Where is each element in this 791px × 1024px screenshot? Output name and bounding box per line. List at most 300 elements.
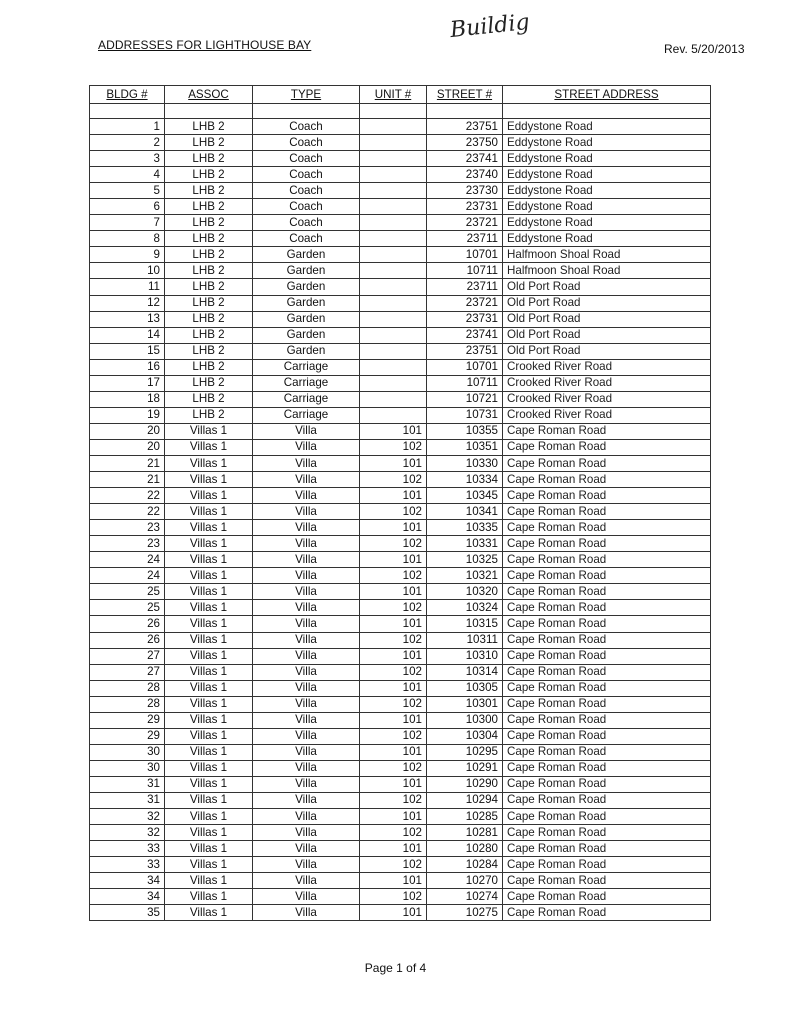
cell-bldg: 12 [90,295,165,311]
table-row [90,215,711,231]
cell-bldg: 29 [90,712,165,728]
cell-assoc: Villas 1 [165,568,253,584]
cell-street-number: 10324 [427,600,503,616]
table-row [90,696,711,712]
cell-assoc: Villas 1 [165,600,253,616]
cell-street-number: 10284 [427,857,503,873]
cell-assoc: Villas 1 [165,455,253,471]
cell-street-name: Cape Roman Road [503,616,711,632]
cell-bldg: 28 [90,680,165,696]
cell-assoc: LHB 2 [165,391,253,407]
cell-unit [360,391,427,407]
cell-type: Villa [253,439,360,455]
cell-bldg: 21 [90,455,165,471]
table-row [90,744,711,760]
cell-assoc: LHB 2 [165,135,253,151]
cell-type: Villa [253,536,360,552]
cell-street-name: Cape Roman Road [503,552,711,568]
cell-type: Villa [253,792,360,808]
cell-unit: 101 [360,584,427,600]
cell-assoc: Villas 1 [165,664,253,680]
cell-unit [360,151,427,167]
table-row [90,327,711,343]
cell-unit: 102 [360,889,427,905]
cell-street-name: Cape Roman Road [503,792,711,808]
cell-assoc: Villas 1 [165,696,253,712]
cell-unit [360,231,427,247]
cell-bldg: 5 [90,183,165,199]
address-table [89,85,711,921]
cell-street-number: 23751 [427,119,503,135]
cell-type: Coach [253,215,360,231]
cell-bldg: 25 [90,600,165,616]
cell-unit: 101 [360,680,427,696]
cell-bldg: 14 [90,327,165,343]
cell-street-name: Old Port Road [503,311,711,327]
cell-type: Villa [253,744,360,760]
cell-unit [360,407,427,423]
cell-unit: 102 [360,728,427,744]
cell-street-name: Cape Roman Road [503,664,711,680]
cell-street-number: 10304 [427,728,503,744]
cell-street-name: Cape Roman Road [503,905,711,921]
cell-type: Villa [253,760,360,776]
cell-assoc: Villas 1 [165,552,253,568]
cell-bldg: 20 [90,439,165,455]
cell-type: Coach [253,119,360,135]
cell-unit [360,279,427,295]
cell-assoc: LHB 2 [165,183,253,199]
cell-street-name: Cape Roman Road [503,696,711,712]
cell-bldg: 34 [90,889,165,905]
cell-assoc: Villas 1 [165,423,253,439]
cell-type: Villa [253,488,360,504]
cell-type: Garden [253,295,360,311]
cell-assoc: LHB 2 [165,199,253,215]
cell-unit [360,327,427,343]
cell-type: Garden [253,343,360,359]
cell-type: Villa [253,584,360,600]
cell-street-number: 10341 [427,504,503,520]
table-row [90,712,711,728]
table-row [90,616,711,632]
cell-type: Garden [253,247,360,263]
cell-type: Villa [253,520,360,536]
cell-unit: 101 [360,712,427,728]
cell-assoc: Villas 1 [165,792,253,808]
cell-unit: 101 [360,873,427,889]
table-row [90,199,711,215]
cell-street-name: Cape Roman Road [503,600,711,616]
cell-unit: 102 [360,632,427,648]
cell-street-number: 10355 [427,423,503,439]
cell-type: Villa [253,857,360,873]
cell-bldg: 10 [90,263,165,279]
blank-cell [360,104,427,119]
cell-street-name: Cape Roman Road [503,809,711,825]
cell-street-name: Cape Roman Road [503,841,711,857]
cell-type: Garden [253,263,360,279]
table-row [90,728,711,744]
cell-bldg: 31 [90,776,165,792]
table-row [90,584,711,600]
cell-street-number: 10711 [427,263,503,279]
cell-street-name: Cape Roman Road [503,680,711,696]
cell-street-name: Cape Roman Road [503,584,711,600]
cell-bldg: 32 [90,809,165,825]
cell-street-name: Cape Roman Road [503,439,711,455]
table-row [90,536,711,552]
table-row [90,135,711,151]
cell-street-number: 10300 [427,712,503,728]
cell-bldg: 8 [90,231,165,247]
cell-assoc: LHB 2 [165,263,253,279]
cell-bldg: 15 [90,343,165,359]
cell-street-number: 23730 [427,183,503,199]
cell-street-number: 23741 [427,327,503,343]
cell-assoc: LHB 2 [165,231,253,247]
cell-assoc: LHB 2 [165,407,253,423]
cell-bldg: 3 [90,151,165,167]
cell-type: Villa [253,423,360,439]
cell-street-number: 10285 [427,809,503,825]
cell-street-name: Cape Roman Road [503,728,711,744]
cell-assoc: Villas 1 [165,584,253,600]
cell-street-name: Cape Roman Road [503,632,711,648]
cell-assoc: Villas 1 [165,472,253,488]
cell-bldg: 26 [90,632,165,648]
table-row [90,119,711,135]
cell-bldg: 22 [90,488,165,504]
cell-unit: 102 [360,600,427,616]
cell-type: Carriage [253,359,360,375]
table-row [90,889,711,905]
cell-bldg: 34 [90,873,165,889]
cell-type: Villa [253,616,360,632]
cell-street-number: 10325 [427,552,503,568]
column-header-street-number: STREET # [427,86,503,104]
cell-bldg: 13 [90,311,165,327]
cell-bldg: 17 [90,375,165,391]
cell-bldg: 27 [90,648,165,664]
cell-street-name: Cape Roman Road [503,744,711,760]
cell-unit: 102 [360,696,427,712]
cell-unit: 102 [360,568,427,584]
table-row [90,391,711,407]
table-row [90,279,711,295]
cell-bldg: 23 [90,536,165,552]
cell-street-name: Old Port Road [503,327,711,343]
cell-street-number: 10335 [427,520,503,536]
cell-street-name: Cape Roman Road [503,648,711,664]
cell-assoc: Villas 1 [165,760,253,776]
cell-street-name: Halfmoon Shoal Road [503,247,711,263]
cell-unit: 102 [360,536,427,552]
cell-street-name: Old Port Road [503,343,711,359]
cell-street-number: 10274 [427,889,503,905]
cell-street-name: Halfmoon Shoal Road [503,263,711,279]
cell-assoc: Villas 1 [165,889,253,905]
cell-assoc: Villas 1 [165,905,253,921]
column-header-bldg: BLDG # [90,86,165,104]
cell-bldg: 1 [90,119,165,135]
cell-street-number: 10275 [427,905,503,921]
cell-assoc: Villas 1 [165,616,253,632]
cell-street-name: Cape Roman Road [503,873,711,889]
table-row [90,504,711,520]
cell-bldg: 30 [90,760,165,776]
cell-type: Carriage [253,375,360,391]
cell-street-number: 23740 [427,167,503,183]
cell-street-name: Cape Roman Road [503,455,711,471]
cell-bldg: 20 [90,423,165,439]
cell-assoc: Villas 1 [165,825,253,841]
column-header-street-address: STREET ADDRESS [503,86,711,104]
cell-assoc: Villas 1 [165,857,253,873]
blank-cell [503,104,711,119]
cell-type: Coach [253,231,360,247]
cell-type: Villa [253,568,360,584]
cell-type: Villa [253,776,360,792]
cell-type: Villa [253,455,360,471]
cell-street-number: 10330 [427,455,503,471]
cell-type: Villa [253,504,360,520]
cell-bldg: 31 [90,792,165,808]
blank-cell [90,104,165,119]
table-row [90,263,711,279]
cell-street-name: Cape Roman Road [503,472,711,488]
cell-street-number: 10280 [427,841,503,857]
cell-street-number: 10290 [427,776,503,792]
cell-assoc: LHB 2 [165,327,253,343]
cell-assoc: LHB 2 [165,167,253,183]
table-row [90,423,711,439]
table-row [90,841,711,857]
cell-assoc: LHB 2 [165,311,253,327]
cell-bldg: 9 [90,247,165,263]
cell-street-name: Cape Roman Road [503,776,711,792]
cell-street-name: Eddystone Road [503,135,711,151]
table-row [90,680,711,696]
cell-unit: 102 [360,504,427,520]
cell-assoc: Villas 1 [165,648,253,664]
cell-type: Villa [253,905,360,921]
cell-street-number: 10314 [427,664,503,680]
cell-bldg: 23 [90,520,165,536]
cell-street-name: Crooked River Road [503,407,711,423]
cell-bldg: 33 [90,841,165,857]
cell-bldg: 16 [90,359,165,375]
cell-unit: 102 [360,760,427,776]
column-header-unit: UNIT # [360,86,427,104]
cell-bldg: 4 [90,167,165,183]
revision-date: Rev. 5/20/2013 [664,42,745,56]
table-row [90,857,711,873]
column-header-assoc: ASSOC [165,86,253,104]
cell-unit [360,343,427,359]
cell-unit: 101 [360,744,427,760]
cell-street-name: Cape Roman Road [503,536,711,552]
cell-type: Villa [253,680,360,696]
cell-street-number: 10270 [427,873,503,889]
cell-assoc: Villas 1 [165,809,253,825]
cell-unit [360,295,427,311]
cell-street-name: Eddystone Road [503,151,711,167]
cell-type: Villa [253,889,360,905]
cell-assoc: Villas 1 [165,632,253,648]
cell-type: Coach [253,151,360,167]
cell-unit [360,183,427,199]
table-row [90,809,711,825]
cell-assoc: Villas 1 [165,488,253,504]
cell-street-name: Cape Roman Road [503,423,711,439]
table-row [90,648,711,664]
cell-street-number: 23731 [427,311,503,327]
cell-bldg: 30 [90,744,165,760]
cell-street-name: Cape Roman Road [503,488,711,504]
cell-type: Villa [253,873,360,889]
cell-assoc: Villas 1 [165,520,253,536]
cell-street-name: Eddystone Road [503,119,711,135]
page-number: Page 1 of 4 [364,961,427,975]
cell-type: Coach [253,135,360,151]
document-title: ADDRESSES FOR LIGHTHOUSE BAY [98,38,312,52]
cell-type: Villa [253,552,360,568]
blank-cell [253,104,360,119]
cell-bldg: 11 [90,279,165,295]
table-row [90,905,711,921]
cell-unit: 102 [360,664,427,680]
cell-street-number: 23741 [427,151,503,167]
cell-type: Villa [253,632,360,648]
cell-unit: 101 [360,648,427,664]
cell-street-number: 23711 [427,279,503,295]
cell-type: Coach [253,183,360,199]
cell-street-number: 10345 [427,488,503,504]
cell-street-number: 23731 [427,199,503,215]
cell-unit [360,247,427,263]
cell-unit [360,135,427,151]
cell-street-name: Eddystone Road [503,199,711,215]
cell-assoc: Villas 1 [165,712,253,728]
cell-type: Villa [253,825,360,841]
cell-street-number: 10305 [427,680,503,696]
cell-unit: 102 [360,792,427,808]
cell-street-number: 10311 [427,632,503,648]
cell-assoc: LHB 2 [165,295,253,311]
cell-unit: 102 [360,825,427,841]
blank-cell [165,104,253,119]
cell-street-number: 10731 [427,407,503,423]
table-body [90,104,711,921]
cell-street-name: Cape Roman Road [503,520,711,536]
table-row [90,873,711,889]
cell-unit: 101 [360,520,427,536]
table-row [90,776,711,792]
cell-unit: 102 [360,439,427,455]
cell-street-number: 23751 [427,343,503,359]
table-row [90,295,711,311]
cell-type: Villa [253,600,360,616]
cell-street-number: 10320 [427,584,503,600]
cell-assoc: LHB 2 [165,247,253,263]
cell-street-number: 10295 [427,744,503,760]
cell-assoc: Villas 1 [165,536,253,552]
cell-street-number: 23750 [427,135,503,151]
cell-street-name: Crooked River Road [503,391,711,407]
cell-assoc: Villas 1 [165,680,253,696]
cell-street-name: Cape Roman Road [503,568,711,584]
cell-unit: 101 [360,423,427,439]
cell-street-name: Cape Roman Road [503,857,711,873]
table-row [90,455,711,471]
cell-type: Carriage [253,407,360,423]
cell-bldg: 32 [90,825,165,841]
cell-bldg: 19 [90,407,165,423]
table-row [90,552,711,568]
blank-cell [427,104,503,119]
cell-bldg: 7 [90,215,165,231]
cell-unit: 101 [360,776,427,792]
cell-bldg: 2 [90,135,165,151]
cell-assoc: LHB 2 [165,215,253,231]
cell-bldg: 25 [90,584,165,600]
cell-type: Villa [253,809,360,825]
table-row [90,375,711,391]
cell-street-number: 10294 [427,792,503,808]
cell-street-number: 10301 [427,696,503,712]
cell-bldg: 26 [90,616,165,632]
cell-street-number: 10291 [427,760,503,776]
cell-street-number: 10331 [427,536,503,552]
table-row [90,760,711,776]
cell-street-name: Cape Roman Road [503,760,711,776]
table-row [90,792,711,808]
cell-type: Garden [253,327,360,343]
table-row [90,825,711,841]
table-row [90,472,711,488]
table-row [90,520,711,536]
cell-unit: 101 [360,455,427,471]
cell-assoc: LHB 2 [165,119,253,135]
cell-bldg: 24 [90,568,165,584]
cell-unit [360,311,427,327]
cell-street-number: 23721 [427,295,503,311]
cell-assoc: LHB 2 [165,375,253,391]
cell-bldg: 27 [90,664,165,680]
cell-assoc: Villas 1 [165,439,253,455]
cell-bldg: 24 [90,552,165,568]
cell-type: Carriage [253,391,360,407]
cell-street-name: Cape Roman Road [503,712,711,728]
cell-type: Garden [253,311,360,327]
cell-street-number: 23711 [427,231,503,247]
table-row [90,167,711,183]
cell-street-number: 10701 [427,359,503,375]
cell-assoc: Villas 1 [165,504,253,520]
blank-spacer-row [90,104,711,119]
cell-assoc: Villas 1 [165,841,253,857]
cell-type: Coach [253,167,360,183]
cell-bldg: 18 [90,391,165,407]
cell-assoc: Villas 1 [165,728,253,744]
cell-street-name: Old Port Road [503,279,711,295]
cell-assoc: LHB 2 [165,279,253,295]
table-row [90,407,711,423]
cell-assoc: LHB 2 [165,151,253,167]
cell-unit: 101 [360,841,427,857]
cell-unit [360,215,427,231]
